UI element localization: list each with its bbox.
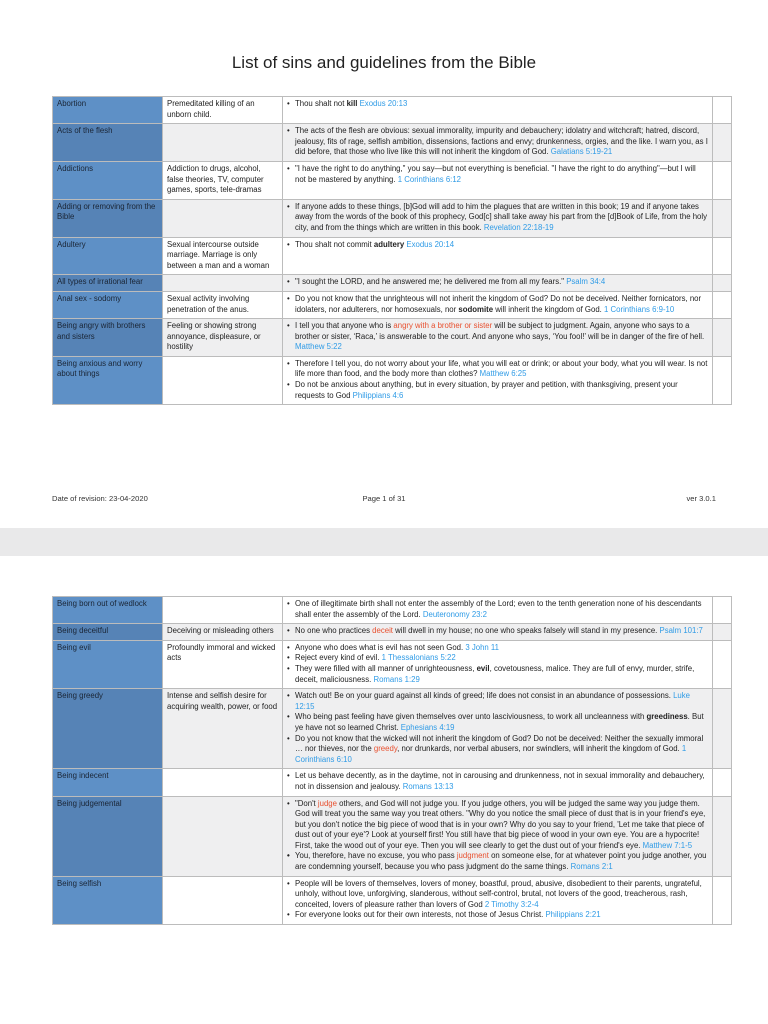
sin-name-cell <box>53 291 163 318</box>
scripture-reference-link[interactable]: 1 Corinthians 6:9-10 <box>604 304 675 314</box>
definition-cell <box>163 597 283 624</box>
verse-item <box>287 910 708 921</box>
verse-item <box>287 712 708 733</box>
sin-name-cell <box>53 275 163 292</box>
sin-definition: Feeling or showing strong annoyance, displeasure, or hostility <box>167 321 261 352</box>
verse-text: No one who practices <box>295 626 373 636</box>
verse-text: will inherit the kingdom of God. <box>493 304 604 314</box>
sin-name: Being judgemental <box>57 798 122 808</box>
sin-definition: Addiction to drugs, alcohol, false theories, TV, computer games, sports, tele-dramas <box>167 163 264 195</box>
table-row <box>53 319 732 357</box>
verses-cell <box>283 876 713 924</box>
table-row <box>53 124 732 162</box>
verse-text: People will be lovers of themselves, lovers of money, boastful, proud, abusive, disobedient to their parents, ungrateful, unholy, without love, unforgiving, slanderous, without self-control, brutal, not lovers of the good, treacherous, rash, conceited, lovers of pleasure rather than lovers of God <box>295 878 702 909</box>
empty-cell <box>713 291 732 318</box>
table-row <box>53 624 732 641</box>
verse-text: Watch out! Be on your guard against all kinds of greed; life does not consist in an abundance of possessions. <box>295 691 674 701</box>
scripture-reference-link[interactable]: Galatians 5:19-21 <box>550 147 613 157</box>
verse-text: You, therefore, have no excuse, you who pass <box>295 851 457 861</box>
sin-definition: Sexual activity involving penetration of the anus. <box>167 293 250 314</box>
scripture-reference-link[interactable]: Exodus 20:14 <box>406 239 455 249</box>
verse-item <box>287 164 708 185</box>
sin-name-cell <box>53 319 163 357</box>
sin-name: Addictions <box>57 163 93 173</box>
verse-list <box>287 599 708 620</box>
emphasized-word: evil <box>476 663 490 673</box>
verse-text: For everyone looks out for their own interests, not those of Jesus Christ. <box>295 910 546 920</box>
verses-cell <box>283 275 713 292</box>
sin-name-cell <box>53 161 163 199</box>
verse-list <box>287 202 708 234</box>
scripture-reference-link[interactable]: Psalm 34:4 <box>566 277 606 287</box>
verse-text: One of illegitimate birth shall not enter the assembly of the Lord; even to the tenth generation none of his descendants shall enter the assembly of the Lord. <box>295 599 702 619</box>
sin-name: Being indecent <box>57 771 109 781</box>
definition-cell <box>163 624 283 641</box>
verses-cell <box>283 319 713 357</box>
empty-cell <box>713 97 732 124</box>
verse-text: Who being past feeling have given themselves over unto lasciviousness, to work all uncleanness with <box>295 712 647 722</box>
verse-list <box>287 277 708 288</box>
table-row <box>53 796 732 876</box>
empty-cell <box>713 876 732 924</box>
empty-cell <box>713 597 732 624</box>
emphasized-word: sodomite <box>458 304 494 314</box>
verses-cell <box>283 624 713 641</box>
definition-cell <box>163 124 283 162</box>
empty-cell <box>713 624 732 641</box>
verse-item <box>287 653 708 664</box>
verse-item <box>287 691 708 712</box>
sin-name-cell <box>53 199 163 237</box>
table-row <box>53 356 732 404</box>
verse-item <box>287 599 708 620</box>
sins-table-page-2 <box>52 596 732 925</box>
verse-list <box>287 626 708 637</box>
sin-name: Adultery <box>57 239 86 249</box>
scripture-reference-link[interactable]: Deuteronomy 23:2 <box>422 609 488 619</box>
verse-item <box>287 626 708 637</box>
scripture-reference-link[interactable]: Luke 12:15 <box>295 691 691 711</box>
verse-text: on someone else, for at whatever point you judge another, you are condemning yourself, because you who pass judgment do the same things. <box>295 851 707 872</box>
verse-text: Do not be anxious about anything, but in every situation, by prayer and petition, with thanksgiving, present your requests to God <box>295 380 678 400</box>
sin-name-cell <box>53 769 163 796</box>
definition-cell <box>163 199 283 237</box>
verse-list <box>287 321 708 353</box>
scripture-reference-link[interactable]: 2 Timothy 3:2-4 <box>484 899 539 909</box>
emphasized-word: kill <box>346 99 358 108</box>
scripture-reference-link[interactable]: 1 Corinthians 6:12 <box>397 174 462 184</box>
table-row <box>53 597 732 624</box>
highlighted-phrase: judge <box>317 798 337 808</box>
empty-cell <box>713 319 732 357</box>
verse-item <box>287 321 708 353</box>
scripture-reference-link[interactable]: 3 John 11 <box>465 642 500 652</box>
definition-cell <box>163 689 283 769</box>
definition-cell <box>163 640 283 688</box>
verse-item <box>287 664 708 685</box>
sin-definition: Profoundly immoral and wicked acts <box>167 642 276 663</box>
verse-text: Thou shalt not commit <box>295 239 374 249</box>
verses-cell <box>283 237 713 275</box>
sin-definition: Premeditated killing of an unborn child. <box>167 99 255 119</box>
verse-text: "Don't <box>295 798 318 808</box>
scripture-reference-link[interactable]: Romans 13:13 <box>402 781 454 791</box>
verse-text: They were filled with all manner of unrighteousness, <box>295 663 477 673</box>
verse-text: If anyone adds to these things, [b]God will add to him the plagues that are written in this book; 19 and if anyone takes away from the words of the book of this prophecy, God[c] shall take away his part from the [d]Book of Life, from the holy city, and from the things which are written in this book. <box>295 201 707 232</box>
verses-cell <box>283 356 713 404</box>
scripture-reference-link[interactable]: Philippians 2:21 <box>545 910 601 920</box>
verse-text: Do you not know that the wicked will not inherit the kingdom of God? Do not be deceived: Neither the sexually immoral … nor thieves, nor the <box>295 733 704 754</box>
sins-table-page-1 <box>52 96 732 405</box>
sin-name: Being born out of wedlock <box>57 599 147 608</box>
verse-item <box>287 879 708 911</box>
sin-name: Adding or removing from the Bible <box>57 201 156 222</box>
verse-list <box>287 691 708 765</box>
sin-name-cell <box>53 876 163 924</box>
verse-item <box>287 294 708 315</box>
verse-text: Therefore I tell you, do not worry about your life, what you will eat or drink; or about your body, what you will wear. Is not life more than food, and the body more than clothes? <box>295 358 708 379</box>
sin-name: Abortion <box>57 99 87 108</box>
empty-cell <box>713 689 732 769</box>
table-row <box>53 769 732 796</box>
sin-definition: Deceiving or misleading others <box>167 626 274 636</box>
verses-cell <box>283 291 713 318</box>
verses-cell <box>283 199 713 237</box>
definition-cell <box>163 769 283 796</box>
verse-text: , covetousness, malice. They are full of envy, murder, strife, deceit, maliciousness. <box>295 663 695 684</box>
sin-name-cell <box>53 640 163 688</box>
verse-text: I tell you that anyone who is <box>295 321 394 331</box>
verse-text: Anyone who does what is evil has not seen God. <box>295 642 466 652</box>
verse-text: others, and God will not judge you. If you judge others, you will be judged the same way you judge them. God will treat you the same way you treat others. "Why do you notice the small piece of dust that is in your friend's eye, but you don't notice the big piece of wood that is in your own? Why do you say to your friend, 'Let me take that piece of dust out of your eye'? Look at yourself first! You still have that big piece of wood in your own eye. You are a hypocrite! First, take the wood out of your eye. Then you will see clearly to get the dust out of your friend's eye. <box>295 798 706 850</box>
empty-cell <box>713 237 732 275</box>
empty-cell <box>713 356 732 404</box>
verse-list <box>287 879 708 921</box>
scripture-reference-link[interactable]: Psalm 101:7 <box>659 626 703 636</box>
emphasized-word: greediness <box>646 712 688 722</box>
verses-cell <box>283 124 713 162</box>
scripture-reference-link[interactable]: Romans 1:29 <box>373 674 420 684</box>
sin-name-cell <box>53 689 163 769</box>
verses-cell <box>283 689 713 769</box>
verse-item <box>287 202 708 234</box>
sin-name-cell <box>53 124 163 162</box>
version-label: ver 3.0.1 <box>686 494 716 503</box>
highlighted-phrase: angry with a brother or sister <box>393 321 493 331</box>
definition-cell <box>163 237 283 275</box>
verse-text: "I have the right to do anything," you say—but not everything is beneficial. "I have the right to do anything"—but I will not be mastered by anything. <box>295 163 696 184</box>
verse-item <box>287 851 708 872</box>
table-row <box>53 876 732 924</box>
table-row <box>53 199 732 237</box>
empty-cell <box>713 640 732 688</box>
verses-cell <box>283 161 713 199</box>
table-row <box>53 161 732 199</box>
document-title: List of sins and guidelines from the Bible <box>231 53 537 72</box>
verse-item <box>287 734 708 766</box>
sin-name-cell <box>53 796 163 876</box>
verse-item <box>287 126 708 158</box>
verse-item <box>287 240 708 251</box>
highlighted-phrase: deceit <box>372 626 393 636</box>
scripture-reference-link[interactable]: Matthew 6:25 <box>479 369 527 379</box>
empty-cell <box>713 796 732 876</box>
sin-name-cell <box>53 597 163 624</box>
highlighted-phrase: judgment <box>456 851 489 861</box>
verse-list <box>287 240 708 251</box>
definition-cell <box>163 275 283 292</box>
verse-list <box>287 164 708 185</box>
sin-name: Being deceitful <box>57 626 109 636</box>
scripture-reference-link[interactable]: Matthew 5:22 <box>295 342 342 352</box>
empty-cell <box>713 161 732 199</box>
table-row <box>53 97 732 124</box>
sin-definition: Intense and selfish desire for acquiring wealth, power, or food <box>167 691 278 711</box>
scripture-reference-link[interactable]: Romans 2:1 <box>570 862 613 872</box>
empty-cell <box>713 124 732 162</box>
verse-list <box>287 126 708 158</box>
definition-cell <box>163 319 283 357</box>
sin-name: Acts of the flesh <box>57 126 113 136</box>
verse-item <box>287 643 708 654</box>
definition-cell <box>163 876 283 924</box>
verse-text: will dwell in my house; no one who speaks falsely will stand in my presence. <box>392 626 660 636</box>
verse-list <box>287 99 708 110</box>
verses-cell <box>283 796 713 876</box>
scripture-reference-link[interactable]: Philippians 4:6 <box>352 390 404 400</box>
verse-text: Do you not know that the unrighteous will not inherit the kingdom of God? Do not be deceived. Neither fornicators, nor idolaters, nor adulterers, nor homosexuals, nor <box>295 293 702 314</box>
table-row <box>53 275 732 292</box>
verse-text: Thou shalt not <box>295 99 347 108</box>
sin-name: Being evil <box>57 642 91 652</box>
sin-name-cell <box>53 97 163 124</box>
table-row <box>53 640 732 688</box>
definition-cell <box>163 291 283 318</box>
sin-definition: Sexual intercourse outside marriage. Marriage is only between a man and a woman <box>167 239 270 270</box>
verse-list <box>287 643 708 685</box>
scripture-reference-link[interactable]: Ephesians 4:19 <box>400 722 455 732</box>
verse-list <box>287 799 708 873</box>
definition-cell <box>163 97 283 124</box>
table-row <box>53 291 732 318</box>
empty-cell <box>713 275 732 292</box>
verse-item <box>287 799 708 852</box>
scripture-reference-link[interactable]: 1 Corinthians 6:10 <box>295 744 687 764</box>
document-page-2 <box>0 556 768 1024</box>
empty-cell <box>713 199 732 237</box>
verse-text: . But ye have not so learned Christ. <box>295 712 704 732</box>
scripture-reference-link[interactable]: 1 Thessalonians 5:22 <box>381 653 456 663</box>
sin-name: Being anxious and worry about things <box>57 358 143 379</box>
verse-list <box>287 359 708 401</box>
definition-cell <box>163 796 283 876</box>
table-row <box>53 237 732 275</box>
sin-name: Anal sex - sodomy <box>57 293 122 303</box>
sin-name-cell <box>53 237 163 275</box>
verse-item <box>287 277 708 288</box>
verse-item <box>287 99 708 110</box>
verses-cell <box>283 97 713 124</box>
table-row <box>53 689 732 769</box>
verses-cell <box>283 597 713 624</box>
verses-cell <box>283 769 713 796</box>
verse-text: The acts of the flesh are obvious: sexual immorality, impurity and debauchery; idolatry and witchcraft; hatred, discord, jealousy, fits of rage, selfish ambition, dissensions, factions and envy; drunkenness, orgies, and the like. I warn you, as I did before, that those who live like this will not inherit the kingdom of God. <box>295 126 708 157</box>
page-number: Page 1 of 31 <box>362 494 406 503</box>
verse-text: Reject every kind of evil. <box>295 653 382 663</box>
sin-name-cell <box>53 624 163 641</box>
scripture-reference-link[interactable]: Matthew 7:1-5 <box>642 840 693 850</box>
empty-cell <box>713 769 732 796</box>
sin-name: Being selfish <box>57 878 102 888</box>
sin-name: Being angry with brothers and sisters <box>57 321 146 341</box>
verses-cell <box>283 640 713 688</box>
scripture-reference-link[interactable]: Revelation 22:18-19 <box>483 222 554 232</box>
verse-item <box>287 380 708 401</box>
definition-cell <box>163 161 283 199</box>
verse-text: Let us behave decently, as in the daytime, not in carousing and drunkenness, not in sexual immorality and debauchery, not in dissension and jealousy. <box>295 771 705 791</box>
sin-name: Being greedy <box>57 691 103 701</box>
scripture-reference-link[interactable]: Exodus 20:13 <box>359 99 408 108</box>
verse-list <box>287 294 708 315</box>
sin-name: All types of irrational fear <box>57 277 143 287</box>
verse-text: "I sought the LORD, and he answered me; he delivered me from all my fears." <box>295 277 567 287</box>
highlighted-phrase: greedy <box>373 744 398 754</box>
definition-cell <box>163 356 283 404</box>
verse-item <box>287 771 708 792</box>
revision-date: Date of revision: 23-04-2020 <box>52 494 148 503</box>
verse-text: will be subject to judgment. Again, anyone who says to a brother or sister, ‘Raca,’ is answerable to the court. And anyone who says, ‘You fool!’ will be in danger of the fire of hell. <box>295 321 705 341</box>
emphasized-word: adultery <box>373 239 405 249</box>
verse-item <box>287 359 708 380</box>
sin-name-cell <box>53 356 163 404</box>
verse-list <box>287 771 708 792</box>
verse-text: , nor drunkards, nor verbal abusers, nor swindlers, will inherit the kingdom of God. <box>397 744 682 754</box>
